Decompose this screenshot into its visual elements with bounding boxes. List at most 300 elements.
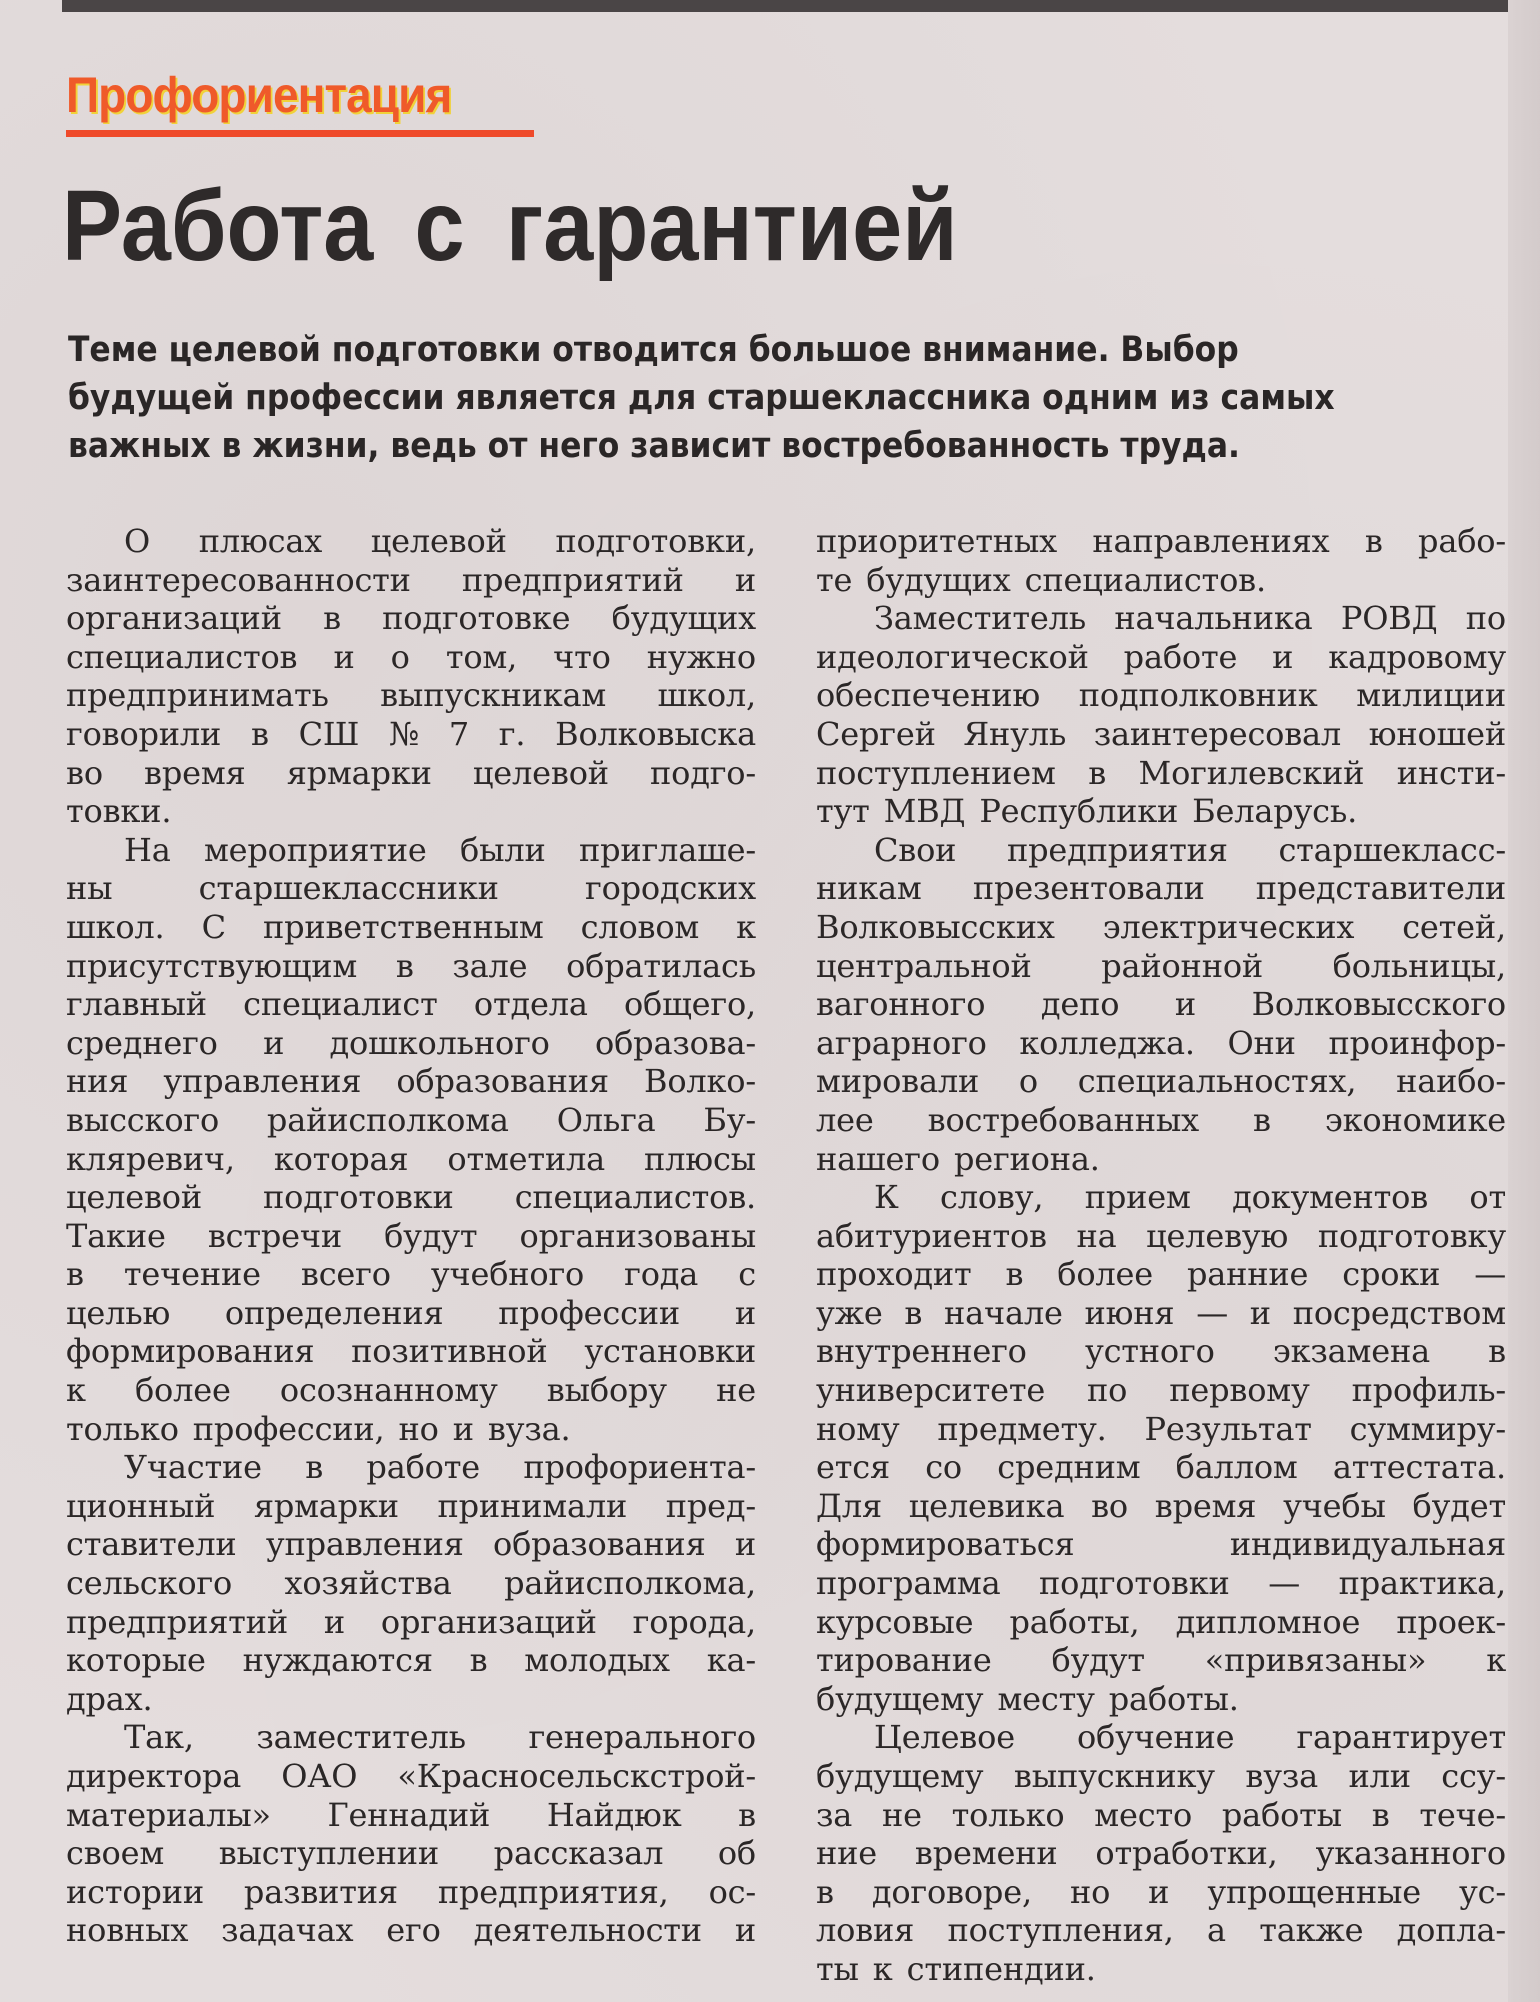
word: сроки [1342, 1255, 1441, 1294]
word: Для [816, 1486, 882, 1525]
word: ты [816, 1949, 859, 1988]
word: — [1474, 1255, 1506, 1294]
word: будут [384, 1216, 478, 1255]
text-line [816, 792, 1506, 831]
word: отдела [473, 985, 588, 1024]
word: в [1371, 1795, 1390, 1834]
word: стипендии. [906, 1949, 1096, 1988]
word: договоре, [871, 1872, 1032, 1911]
word: поступления, [947, 1911, 1174, 1950]
word: наибо- [1396, 1062, 1506, 1101]
word: вуза. [487, 1409, 571, 1448]
text-line [66, 908, 756, 947]
word: осознанному [279, 1371, 498, 1410]
word: ссу- [1441, 1757, 1506, 1795]
text-line [816, 561, 1506, 600]
word: начале [944, 1293, 1063, 1332]
word: в [323, 599, 341, 638]
text-line [66, 1796, 756, 1835]
word: курсовые [816, 1602, 974, 1641]
word: товки. [66, 792, 172, 831]
word: мероприятие [203, 830, 427, 869]
word: подполковник [1078, 676, 1318, 715]
text-line [66, 676, 756, 715]
word: К [874, 1178, 899, 1217]
word: к [1486, 1641, 1506, 1680]
word: выпускникам [380, 676, 607, 715]
word: целевой [370, 522, 507, 560]
word: ярмарки [286, 753, 432, 792]
text-line [816, 1410, 1506, 1449]
word: работы, [1009, 1602, 1140, 1641]
word: материалы» [66, 1795, 271, 1834]
word: директора [66, 1757, 242, 1795]
word: на [1076, 1216, 1117, 1255]
word: Ольга [556, 1100, 656, 1139]
word: подготовки [1039, 1564, 1230, 1603]
word: более [134, 1371, 231, 1410]
word: время [144, 753, 246, 792]
text-line [66, 1410, 756, 1449]
word: отработки, [1095, 1834, 1278, 1873]
text-line [816, 676, 1506, 715]
word: образования [396, 1062, 609, 1101]
word: целевую [1146, 1216, 1289, 1255]
word: указанного [1315, 1834, 1506, 1873]
word: будет [1412, 1486, 1506, 1525]
text-line [816, 1718, 1506, 1757]
text-line [66, 1448, 756, 1487]
word: Свои [874, 830, 957, 869]
word: зале [452, 946, 528, 985]
text-line [66, 792, 756, 831]
word: специалистов [66, 637, 298, 676]
word: устного [1084, 1332, 1215, 1371]
word: предприятий [461, 560, 684, 599]
text-line [66, 599, 756, 638]
text-line [816, 947, 1506, 986]
word: тирование [816, 1641, 992, 1680]
word: № [388, 714, 420, 753]
text-line [66, 522, 756, 561]
word: развития [243, 1872, 398, 1911]
word: подготовке [382, 599, 571, 638]
text-line [816, 1294, 1506, 1333]
text-line [66, 1178, 756, 1217]
text-line [816, 1371, 1506, 1410]
word: пред- [665, 1486, 756, 1525]
word: никам [816, 869, 922, 908]
word: место [1094, 1795, 1193, 1834]
word: городских [585, 869, 756, 908]
word: в [1005, 1255, 1024, 1294]
word: подготовки, [555, 522, 756, 560]
word: Найдюк [546, 1795, 682, 1834]
word: в [250, 714, 269, 753]
word: документов [1232, 1178, 1429, 1217]
word: дипломное [1175, 1602, 1361, 1641]
word: от [1469, 1178, 1506, 1217]
text-line [816, 1911, 1506, 1950]
text-line [66, 1024, 756, 1063]
word: Бу- [703, 1100, 756, 1139]
text-line [66, 1603, 756, 1642]
word: упрощенные [1207, 1872, 1421, 1911]
word: в [1088, 753, 1107, 792]
word: лее [816, 1100, 874, 1139]
word: и [1272, 637, 1294, 676]
word: предмету. [937, 1409, 1107, 1448]
text-line [66, 1757, 756, 1796]
article-lead [68, 326, 1468, 470]
word: его [386, 1911, 441, 1950]
text-line [66, 1371, 756, 1410]
word: работы. [1108, 1679, 1239, 1718]
word: плюсах [198, 522, 323, 560]
word: Заместитель [874, 599, 1086, 638]
word: в [305, 1448, 324, 1487]
word: молодых [524, 1641, 670, 1680]
word: заинтересованности [66, 560, 411, 599]
word: сетей, [1402, 907, 1506, 946]
word: кляревич, [66, 1139, 235, 1178]
word: хозяйства [284, 1564, 452, 1603]
text-line [816, 1101, 1506, 1140]
word: Беларусь. [1192, 792, 1358, 831]
text-line [66, 1332, 756, 1371]
word: специалистов. [514, 1178, 756, 1217]
text-column-left [66, 522, 756, 1950]
word: в [904, 1293, 923, 1332]
word: ние [816, 1834, 877, 1873]
word: деятельности [473, 1911, 702, 1950]
word: обеспечению [816, 676, 1041, 715]
text-line [816, 1140, 1506, 1179]
word: электрических [1102, 907, 1355, 946]
word: и [734, 1525, 756, 1564]
word: ставители [66, 1525, 237, 1564]
word: а [1207, 1911, 1226, 1950]
word: ярмарки [253, 1486, 399, 1525]
word: ловия [816, 1911, 915, 1950]
word: индивидуальная [1229, 1525, 1506, 1564]
word: учебного [430, 1255, 585, 1294]
word: времени [914, 1834, 1058, 1873]
word: целевика [908, 1486, 1065, 1525]
word: образования [493, 1525, 706, 1564]
word: МВД [883, 792, 966, 831]
word: управления [163, 1062, 362, 1101]
word: инсти- [1396, 753, 1506, 792]
word: вуза [1245, 1757, 1318, 1795]
word: в [1488, 1332, 1506, 1371]
word: региона. [953, 1139, 1100, 1178]
word: суммиру- [1349, 1409, 1506, 1448]
word: учебы [1283, 1486, 1386, 1525]
word: к [66, 1371, 86, 1410]
word: Республики [979, 792, 1179, 831]
text-line [816, 638, 1506, 677]
rubric-underline [66, 130, 534, 137]
word: также [1259, 1911, 1364, 1950]
text-line [816, 831, 1506, 870]
text-line [66, 561, 756, 600]
word: задачах [221, 1911, 354, 1950]
word: и [333, 637, 355, 676]
word: профориента- [523, 1448, 756, 1487]
word: которые [66, 1641, 206, 1680]
word: новных [66, 1911, 189, 1950]
word: востребованных [927, 1100, 1199, 1139]
lead-line: будущей профессии является для старшеклассника одним из самых [68, 378, 1335, 418]
word: время [1154, 1486, 1257, 1525]
word: первому [1169, 1371, 1310, 1410]
word: ется [816, 1448, 890, 1487]
text-line [816, 1217, 1506, 1256]
word: отметила [447, 1139, 606, 1178]
text-line [816, 1332, 1506, 1371]
adjacent-column-edge [1508, 0, 1540, 2002]
word: в [1364, 522, 1383, 560]
word: работы [1221, 1795, 1342, 1834]
word: Волковыска [555, 714, 756, 753]
word: «привязаны» [1204, 1641, 1427, 1680]
word: выпускнику [1013, 1757, 1215, 1795]
word: за [816, 1795, 853, 1834]
word: общего, [623, 985, 756, 1024]
word: с [738, 1255, 756, 1294]
word: центральной [816, 946, 1032, 985]
word: в [66, 1255, 84, 1294]
word: установки [584, 1332, 756, 1371]
word: средним [997, 1448, 1141, 1487]
text-line [816, 1525, 1506, 1564]
word: целевой [472, 753, 609, 792]
word: и [323, 1602, 345, 1641]
word: г. [498, 714, 526, 753]
word: больницы, [1332, 946, 1506, 985]
word: были [460, 830, 546, 869]
word: выступлении [218, 1834, 440, 1873]
text-column-right [816, 522, 1506, 1989]
word: рассказал [493, 1834, 664, 1873]
word: истории [66, 1872, 204, 1911]
word: не [881, 1795, 922, 1834]
word: в [469, 1641, 488, 1680]
text-line [816, 1680, 1506, 1719]
word: будущих [611, 599, 756, 638]
word: экономике [1324, 1100, 1506, 1139]
word: что [553, 637, 611, 676]
text-line [816, 1448, 1506, 1487]
word: Результат [1144, 1409, 1312, 1448]
word: мировали [816, 1062, 980, 1101]
text-line [66, 1487, 756, 1526]
word: высского [66, 1100, 220, 1139]
word: только [951, 1795, 1065, 1834]
word: течение [123, 1255, 261, 1294]
word: ус- [1459, 1872, 1506, 1911]
word: приветственным [262, 907, 544, 946]
word: РОВД [1340, 599, 1438, 638]
word: милиции [1356, 676, 1506, 715]
text-line [816, 1255, 1506, 1294]
section-rubric: Профориентация [66, 67, 452, 123]
text-line [816, 1024, 1506, 1063]
word: приоритетных [816, 522, 1058, 560]
word: целевой [66, 1178, 202, 1217]
word: профессии, [192, 1409, 385, 1448]
word: работе [366, 1448, 480, 1487]
text-line [66, 1217, 756, 1256]
text-line [816, 985, 1506, 1024]
word: и [1249, 1293, 1271, 1332]
word: по [1087, 1371, 1128, 1410]
word: старшекласс- [1278, 830, 1506, 869]
word: поступлением [816, 753, 1056, 792]
text-line [66, 1525, 756, 1564]
word: Волковысских [816, 907, 1055, 946]
word: июня [1084, 1293, 1175, 1332]
word: те [816, 560, 853, 599]
word: начальника [1114, 599, 1313, 638]
word: сельского [66, 1564, 233, 1603]
word: будущему [816, 1757, 984, 1795]
text-line [66, 638, 756, 677]
word: только [66, 1409, 179, 1448]
word: но [398, 1409, 439, 1448]
word: ка- [706, 1641, 756, 1680]
text-line [816, 1062, 1506, 1101]
text-line [66, 754, 756, 793]
word: программа [816, 1564, 1001, 1603]
word: предприятия, [437, 1872, 669, 1911]
text-line [66, 715, 756, 754]
word: дошкольного [329, 1023, 550, 1062]
word: о [1018, 1062, 1038, 1101]
text-line [816, 599, 1506, 638]
word: Волко- [644, 1062, 756, 1101]
word: ОАО [281, 1757, 358, 1795]
text-line [816, 1757, 1506, 1796]
word: но [1069, 1872, 1111, 1911]
word: и [1174, 985, 1197, 1024]
word: в [1253, 1100, 1271, 1139]
word: и [452, 1409, 474, 1448]
text-line [66, 1680, 756, 1719]
word: своем [66, 1834, 165, 1873]
word: практика, [1338, 1564, 1506, 1603]
word: специалистов. [1024, 560, 1266, 599]
word: подготовки [263, 1178, 454, 1217]
word: баллом [1175, 1448, 1298, 1487]
word: Участие [124, 1448, 262, 1487]
word: во [66, 753, 103, 792]
text-line [66, 1564, 756, 1603]
word: специальностях, [1077, 1062, 1357, 1101]
text-line [816, 522, 1506, 561]
word: заместитель [256, 1718, 466, 1757]
word: посредством [1292, 1293, 1506, 1332]
word: генерального [528, 1718, 756, 1757]
word: образова- [595, 1023, 756, 1062]
word: и [734, 1911, 756, 1950]
word: нуждаются [242, 1641, 433, 1680]
word: в [395, 946, 414, 985]
word: со [925, 1448, 962, 1487]
word: которая [273, 1139, 409, 1178]
word: будут [1051, 1641, 1145, 1680]
word: тече- [1419, 1795, 1506, 1834]
word: целью [66, 1293, 171, 1332]
word: районной [1101, 946, 1264, 985]
text-line [816, 1487, 1506, 1526]
word: выбору [546, 1371, 667, 1410]
word: ционный [66, 1486, 216, 1525]
word: Они [1227, 1023, 1296, 1062]
word: Так, [124, 1718, 194, 1757]
word: будущих [866, 560, 1011, 599]
word: рабо- [1418, 522, 1506, 560]
text-line [816, 1834, 1506, 1873]
word: проходит [816, 1255, 972, 1294]
word: нашего [816, 1139, 940, 1178]
word: организаций [66, 599, 282, 638]
word: школ, [657, 676, 756, 715]
word: предпринимать [66, 676, 329, 715]
text-line [816, 715, 1506, 754]
word: кадровому [1328, 637, 1506, 676]
word: Сергей [816, 714, 936, 753]
word: аграрного [816, 1023, 987, 1062]
text-line [66, 1062, 756, 1101]
word: подго- [650, 753, 756, 792]
word: более [1057, 1255, 1154, 1294]
word: направлениях [1092, 522, 1330, 560]
text-line [66, 947, 756, 986]
word: колледжа. [1019, 1023, 1195, 1062]
word: старшеклассники [198, 869, 499, 908]
word: не [716, 1371, 756, 1410]
word: всего [300, 1255, 391, 1294]
text-line [66, 1255, 756, 1294]
word: приглаше- [578, 830, 756, 869]
text-line [816, 1873, 1506, 1912]
word: экзамена [1272, 1332, 1430, 1371]
text-line [816, 754, 1506, 793]
word: вагонного [816, 985, 986, 1024]
word: среднего [66, 1023, 218, 1062]
word: том, [445, 637, 518, 676]
word: в [738, 1795, 756, 1834]
word: — [1196, 1293, 1228, 1332]
word: формироваться [816, 1525, 1075, 1564]
word: допла- [1396, 1911, 1506, 1950]
word: гарантирует [1296, 1718, 1506, 1757]
text-line [816, 1178, 1506, 1217]
word: драх. [66, 1679, 153, 1718]
word: райисполкома, [504, 1564, 756, 1603]
word: плюсы [644, 1139, 756, 1178]
word: ос- [708, 1872, 756, 1911]
word: О [124, 522, 151, 560]
word: по [1465, 599, 1506, 638]
word: месту [997, 1679, 1095, 1718]
word: специалист [243, 985, 438, 1024]
word: управления [265, 1525, 464, 1564]
word: нужно [646, 637, 756, 676]
word: и [263, 1023, 285, 1062]
